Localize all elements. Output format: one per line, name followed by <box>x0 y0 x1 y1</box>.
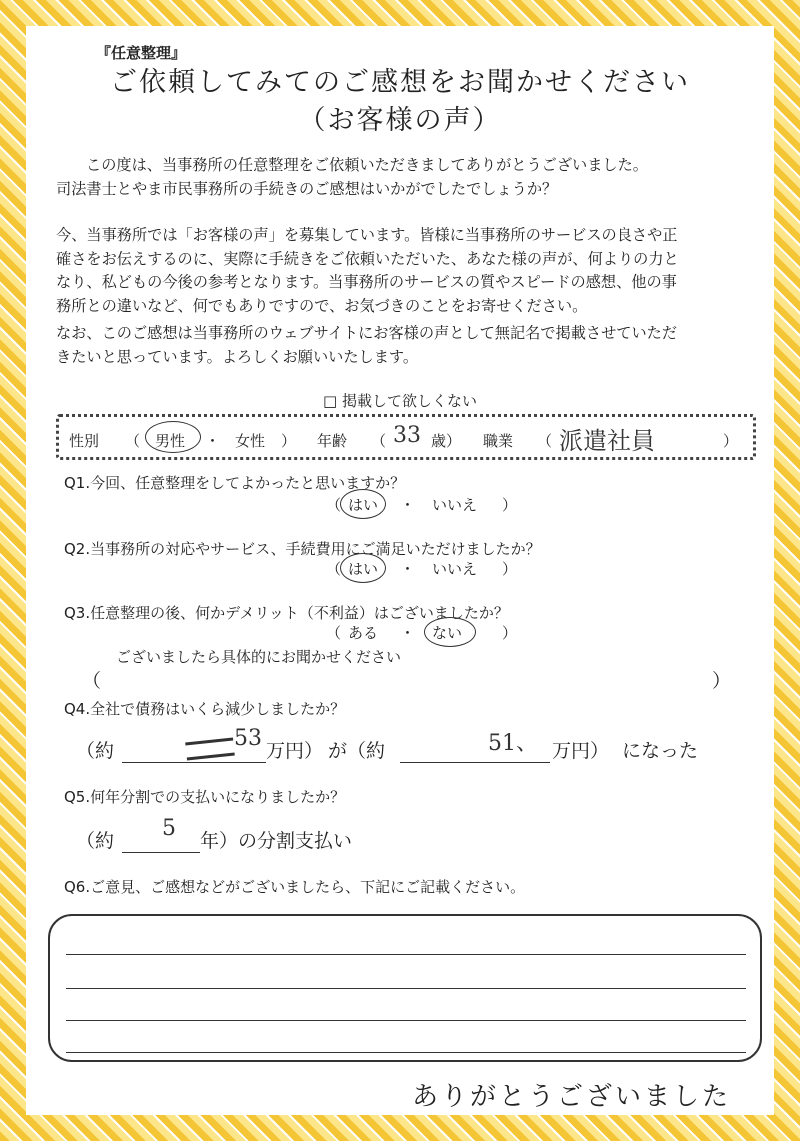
q3-no-circle <box>424 617 476 647</box>
q3-open: （ <box>326 624 342 642</box>
q1-open: （ <box>326 496 342 514</box>
question-3: Q3.任意整理の後、何かデメリット（不利益）はございましたか？ <box>64 604 509 622</box>
question-1: Q1.今回、任意整理をしてよかったと思いますか？ <box>64 474 406 492</box>
gender-label: 性別 <box>69 432 100 450</box>
age-open: （ <box>371 432 387 450</box>
intro-paragraph-1 <box>56 154 766 201</box>
q2-yes-option[interactable]: はい <box>348 560 379 578</box>
q4-before-value[interactable]: 53 <box>234 726 262 751</box>
job-label: 職業 <box>483 432 514 450</box>
q1-yes-option[interactable]: はい <box>348 496 379 514</box>
profile-box <box>56 414 756 460</box>
q2-dot: ・ <box>400 560 416 578</box>
intro-paragraph-3 <box>56 322 766 369</box>
gender-close: ） <box>281 432 297 450</box>
q3-no-option[interactable]: ない <box>432 624 463 642</box>
intro-line: 務所との違いなど、何でもありですので、お気づきのことをお寄せください。 <box>56 296 588 315</box>
q5-prefix: （約 <box>76 830 115 852</box>
q1-no-option[interactable]: いいえ <box>432 496 478 514</box>
q5-value[interactable]: 5 <box>162 816 176 841</box>
intro-line: なり、私どもの今後の参考となります。当事務所のサービスの質やスピードの感想、他の事 <box>56 273 677 291</box>
intro-line: 今、当事務所では「お客様の声」を募集しています。皆様に当事務所のサービスの良さや正 <box>56 226 678 244</box>
intro-line: きたいと思っています。よろしくお願いいたします。 <box>56 347 419 366</box>
consent-option[interactable] <box>26 390 774 411</box>
q3-dot: ・ <box>400 624 416 642</box>
q4-before-unit: 万円） <box>266 740 324 762</box>
q4-suffix: になった <box>622 740 699 762</box>
job-value[interactable]: 派遣社員 <box>559 427 655 455</box>
q3-detail-close: ） <box>712 670 732 692</box>
consent-label: 掲載して欲しくない <box>341 392 477 410</box>
intro-line: 司法書士とやま市民事務所の手続きのご感想はいかがでしたでしょうか？ <box>56 179 558 198</box>
intro-line: 確さをお伝えするのに、実際に手続きをご依頼いただいた、あなた様の声が、何よりの力と <box>56 249 679 268</box>
age-value[interactable]: 33 <box>393 423 421 448</box>
comment-line <box>66 988 746 989</box>
q2-close: ） <box>502 560 518 578</box>
q4-before-prefix: （約 <box>76 740 115 762</box>
q3-close: ） <box>502 624 518 642</box>
q2-options <box>326 558 526 580</box>
q4-after-value[interactable]: 51、 <box>488 731 538 756</box>
question-4: Q4.全社で債務はいくら減少しましたか？ <box>64 700 346 718</box>
consent-checkbox[interactable]: □ <box>323 392 338 410</box>
page-subtitle: （お客様の声） <box>298 105 502 136</box>
q1-dot: ・ <box>400 496 416 514</box>
question-5: Q5.何年分割での支払いになりましたか？ <box>64 788 346 806</box>
comment-line <box>66 954 746 955</box>
comment-box[interactable] <box>48 914 762 1062</box>
q1-options <box>326 494 526 516</box>
q1-yes-circle <box>340 489 386 519</box>
comment-line <box>66 1052 746 1053</box>
q5-suffix: 年）の分割支払い <box>200 830 353 852</box>
q4-before-underline <box>122 762 266 763</box>
age-unit: 歳） <box>431 432 462 450</box>
q3-yes-option[interactable]: ある <box>348 624 379 642</box>
male-selected-circle <box>145 421 201 453</box>
intro-line: なお、このご感想は当事務所のウェブサイトにお客様の声として無記名で掲載させていただ <box>56 324 678 342</box>
q2-open: （ <box>326 560 342 578</box>
intro-paragraph-2 <box>56 224 766 318</box>
question-2: Q2.当事務所の対応やサービス、手続費用にご満足いただけましたか？ <box>64 540 541 558</box>
intro-line: この度は、当事務所の任意整理をご依頼いただきましてありがとうございました。 <box>86 156 648 174</box>
q4-scribble <box>185 738 235 761</box>
q3-detail-prompt: ございましたら具体的にお聞かせください <box>116 648 402 666</box>
question-6: Q6.ご意見、ご感想などがございましたら、下記にご記載ください。 <box>64 878 526 896</box>
category-tag: 『任意整理』 <box>96 44 187 62</box>
q4-connector: が（約 <box>328 740 386 762</box>
survey-sheet <box>26 26 774 1115</box>
page-title: ご依頼してみてのご感想をお聞かせください <box>110 67 690 98</box>
q4-after-unit: 万円） <box>552 740 610 762</box>
q2-yes-circle <box>340 553 386 583</box>
q4-after-underline <box>400 762 550 763</box>
thank-you-message: ありがとうございました <box>412 1082 732 1112</box>
gender-dot: ・ <box>205 432 221 450</box>
gender-female-option[interactable]: 女性 <box>235 432 266 450</box>
comment-line <box>66 1020 746 1021</box>
q3-options <box>326 622 526 644</box>
q1-close: ） <box>502 496 518 514</box>
age-label: 年齢 <box>317 432 348 450</box>
job-open: （ <box>537 432 553 450</box>
q3-detail-open: （ <box>82 670 102 692</box>
gender-male-option[interactable]: 男性 <box>155 432 186 450</box>
q2-no-option[interactable]: いいえ <box>432 560 478 578</box>
job-close: ） <box>723 432 739 450</box>
gender-open: （ <box>125 432 141 450</box>
q5-underline <box>122 852 200 853</box>
